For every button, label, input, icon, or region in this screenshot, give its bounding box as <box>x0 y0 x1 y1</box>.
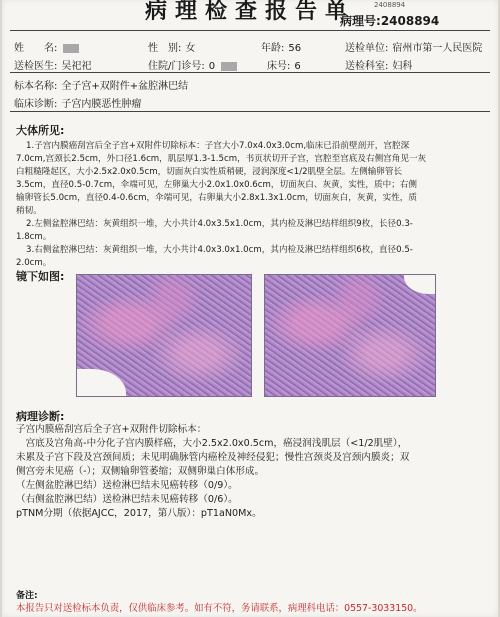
gross-line: 输卵管长5.0cm，直径0.4-0.6cm，伞端可见，右卵巢大小2.8x1.3x1.0cm，切面灰白，灰黄，实性，质 <box>16 193 417 203</box>
diagnosis-title: 病理诊断: <box>16 410 65 423</box>
gross-description <box>16 140 426 270</box>
age-label: 年龄: <box>261 43 285 54</box>
gross-line: 3.5cm，直径0.5-0.7cm，伞端可见，左卵巢大小2.0x1.0x0.6cm，切面灰白、灰黄，实性，质中；右侧 <box>16 180 417 190</box>
gross-title: 大体所见: <box>16 124 65 137</box>
unit-label: 送检单位: <box>345 43 389 54</box>
specimen-field <box>14 77 188 92</box>
clinical-diagnosis-field <box>14 95 141 110</box>
gross-line: 1.子宫内膜癌刮宫后全子宫+双附件切除标本：子宫大小7.0x4.0x3.0cm,临床已沿前壁剖开，宫腔深 <box>26 141 410 151</box>
micrograph-background <box>77 369 126 396</box>
doctor-label: 送检医生: <box>14 61 58 72</box>
note-label: 备注: <box>16 591 38 601</box>
specimen-label: 标本名称: <box>14 81 58 92</box>
disclaimer-text: 本报告只对送检标本负责，仅供临床参考。如有不符，务请联系，病理科电话：0557-3033150。 <box>16 603 423 614</box>
unit-value: 宿州市第一人民医院 <box>392 43 483 54</box>
dept-value: 妇科 <box>392 61 413 72</box>
dept-label: 送检科室: <box>345 61 389 72</box>
dept-field <box>345 57 412 72</box>
unit-field <box>345 39 482 54</box>
diagnosis-line: 子宫内膜癌刮宫后全子宫+双附件切除标本： <box>16 424 207 435</box>
gender-label: 性 别: <box>148 43 182 54</box>
micro-title: 镜下如图: <box>16 270 65 283</box>
diagnosis-line: 宫底及宫角高-中分化子宫内膜样癌，大小2.5x2.0x0.5cm，癌浸润浅肌层（<1/2肌壁）， <box>16 438 408 449</box>
redacted-inpatient <box>221 62 237 71</box>
diagnosis-line: 未累及子宫下段及宫颈间质；未见明确脉管内癌栓及神经侵犯；慢性宫颈炎及宫颈内膜炎；双 <box>16 452 410 463</box>
doctor-value: 吴祀祀 <box>61 61 92 72</box>
specimen-value: 全子宫+双附件+盆腔淋巴结 <box>61 81 189 92</box>
report-page <box>2 0 498 617</box>
divider <box>10 111 490 112</box>
bed-label: 床号: <box>267 61 291 72</box>
gross-line: 2.0cm。 <box>16 258 52 268</box>
gross-line: 1.8cm。 <box>16 232 52 242</box>
inpatient-label: 住院/门诊号: <box>148 61 205 72</box>
doctor-field <box>14 57 91 72</box>
pathology-number <box>340 12 439 29</box>
divider <box>10 72 490 73</box>
patient-name-field <box>14 39 79 54</box>
pathology-number-value: 2408894 <box>380 14 440 28</box>
gender-value: 女 <box>185 43 196 54</box>
diagnosis-line: （右侧盆腔淋巴结）送检淋巴结未见癌转移（0/6）。 <box>16 494 238 505</box>
micrograph-right <box>264 274 436 397</box>
pathology-number-small: 2408894 <box>374 1 406 9</box>
age-value: 56 <box>288 43 302 54</box>
bed-value: 6 <box>294 61 301 72</box>
age-field <box>261 39 301 54</box>
micrograph-background <box>404 275 435 294</box>
diagnosis-text <box>16 423 409 521</box>
inpatient-field <box>148 57 237 72</box>
gross-line: 稍韧。 <box>16 206 42 216</box>
diagnosis-line: （左侧盆腔淋巴结）送检淋巴结未见癌转移（0/9）。 <box>16 480 238 491</box>
patient-name-label: 姓 名: <box>14 43 58 54</box>
gross-line: 7.0cm,宫颈长2.5cm，外口径1.6cm，肌层厚1.3-1.5cm，书页状切开子宫，宫腔至宫底及右侧宫角见一灰 <box>16 154 427 164</box>
gross-line: 白粗糙隆起区，大小2.5x2.0x0.5cm，切面灰白实性质稍硬，浸润深度<1/2肌壁全层。左侧输卵管长 <box>16 167 403 177</box>
micrograph-left <box>76 274 252 397</box>
clinical-diagnosis-label: 临床诊断: <box>14 99 58 110</box>
gross-line: 3.右侧盆腔淋巴结：灰黄组织一堆，大小共计4.0x3.0x1.0cm，其内检及淋巴结样组织6枚，直径0.5- <box>26 245 413 255</box>
bed-field <box>267 57 301 72</box>
redacted-name <box>63 44 79 53</box>
inpatient-value: 0 <box>208 61 216 72</box>
diagnosis-line: 侧宫旁未见癌（-）；双侧输卵管萎缩；双侧卵巢白体形成。 <box>16 466 265 477</box>
pathology-number-label: 病理号: <box>340 14 381 28</box>
gross-line: 2.左侧盆腔淋巴结：灰黄组织一堆，大小共计4.0x3.5x1.0cm，其内检及淋巴结样组织9枚，长径0.3- <box>26 219 413 229</box>
clinical-diagnosis-value: 子宫内膜恶性肿瘤 <box>61 99 142 110</box>
gender-field <box>148 39 195 54</box>
divider <box>10 30 490 31</box>
report-title: 病理检查报告单 <box>144 0 355 24</box>
diagnosis-line: pTNM分期（依据AJCC，2017，第八版）：pT1aN0Mx。 <box>16 508 262 519</box>
